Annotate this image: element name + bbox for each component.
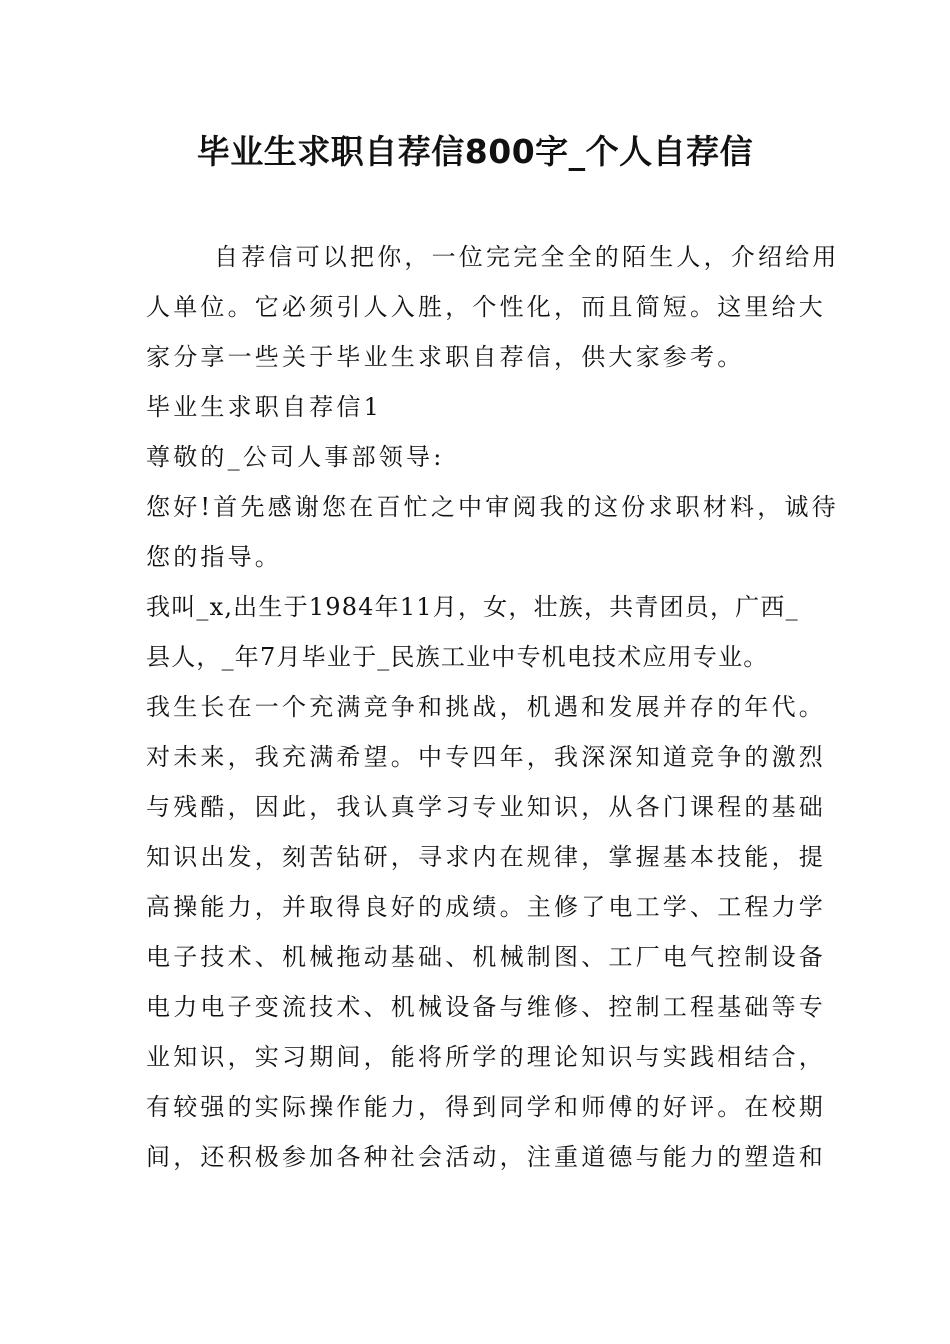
document-title: 毕业生求职自荐信800字_个人自荐信 (196, 132, 754, 171)
paragraph-line: 家分享一些关于毕业生求职自荐信，供大家参考。 (146, 343, 745, 371)
paragraph-line: 间，还积极参加各种社会活动，注重道德与能力的塑造和 (146, 1143, 826, 1171)
salutation: 尊敬的_公司人事部领导: (146, 443, 445, 471)
paragraph-line: 与残酷，因此，我认真学习专业知识，从各门课程的基础 (146, 793, 826, 821)
section-heading: 毕业生求职自荐信1 (146, 393, 383, 421)
paragraph-line: 人单位。它必须引人入胜，个性化，而且简短。这里给大 (146, 293, 826, 321)
paragraph-line: 您的指导。 (146, 543, 282, 571)
paragraph-line: 自荐信可以把你，一位完完全全的陌生人，介绍给用 (214, 243, 840, 271)
paragraph-line: 我生长在一个充满竞争和挑战，机遇和发展并存的年代。 (146, 693, 826, 721)
paragraph-line: 对未来，我充满希望。中专四年，我深深知道竞争的激烈 (146, 743, 826, 771)
paragraph-line: 有较强的实际操作能力，得到同学和师傅的好评。在校期 (146, 1093, 826, 1121)
paragraph-line: 您好!首先感谢您在百忙之中审阅我的这份求职材料，诚待 (146, 493, 839, 521)
paragraph-line: 我叫_x,出生于1984年11月，女，壮族，共青团员，广西_ (146, 593, 799, 621)
paragraph-line: 县人，_年7月毕业于_民族工业中专机电技术应用专业。 (146, 643, 769, 671)
paragraph-line: 知识出发，刻苦钻研，寻求内在规律，掌握基本技能，提 (146, 843, 826, 871)
paragraph-line: 业知识，实习期间，能将所学的理论知识与实践相结合， (146, 1043, 826, 1071)
paragraph-line: 高操能力，并取得良好的成绩。主修了电工学、工程力学 (146, 893, 826, 921)
paragraph-line: 电力电子变流技术、机械设备与维修、控制工程基础等专 (146, 993, 826, 1021)
paragraph-line: 电子技术、机械拖动基础、机械制图、工厂电气控制设备 (146, 943, 826, 971)
